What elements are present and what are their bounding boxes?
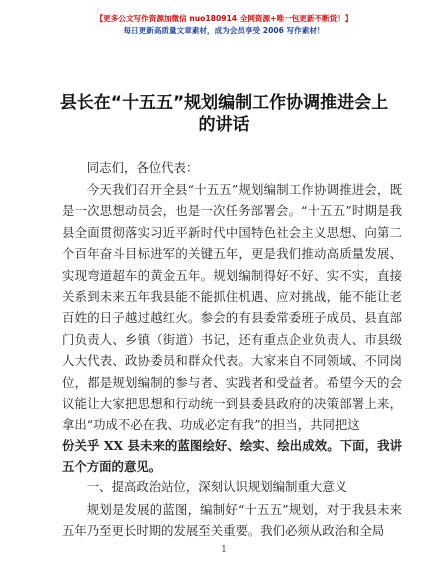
promo-banner: [0, 14, 448, 36]
paragraph-continuation: [62, 435, 402, 478]
document-title-line-2: 的讲话: [198, 115, 250, 135]
page-number: 1: [221, 545, 227, 555]
salutation: 同志们，各位代表：: [86, 160, 199, 175]
paragraph-continuation-text: 份关乎 XX 县未来的蓝图绘好、绘实、绘出成效。下面，我讲五个方面的意见。: [62, 438, 402, 475]
document-title-line-1: 县长在“十五五”规划编制工作协调推进会上: [59, 93, 389, 113]
paragraph-section-1: 规划是发展的蓝图，编制好“十五五”规划，对于我县未来五年乃至更长时期的发展至关重要。我们必须从政治和全局: [62, 502, 402, 539]
section-heading-1: 一、提高政治站位，深刻认识规划编制重大意义: [86, 479, 347, 494]
promo-line-1: 【更多公文写作资源加微信 nuo180914 全网资源+唯一包更新不断货！】: [95, 14, 353, 23]
paragraph-intro: 今天我们召开全县“十五五”规划编制工作协调推进会，既是一次思想动员会，也是一次任务部署会。“十五五”时期是我县全面贯彻落实习近平新时代中国特色社会主义思想、向第二个百年奋斗目标进军的关键五年，更是我们推动高质量发展、实现弯道超车的黄金五年。规划编制得好不好、实不实，直接关系到未来五年我县能不能抓住机遇、应对挑战，能不能让老百姓的日子越过越红火。参会的有县委常委班子成员、县直部门负责人、乡镇（街道）书记，还有重点企业负责人、市县级人大代表、政协委员和群众代表。大家来自不同领域、不同岗位，都是规划编制的参与者、实践者和受益者。希望今天的会议能让大家把思想和行动统一到县委县政府的决策部署上来，拿出“功成不必在我、功成必定有我”的担当，共同把这: [62, 182, 402, 433]
promo-line-2: 每日更新高质量文章素材，成为会员享受 2006 写作素材！: [123, 26, 325, 35]
